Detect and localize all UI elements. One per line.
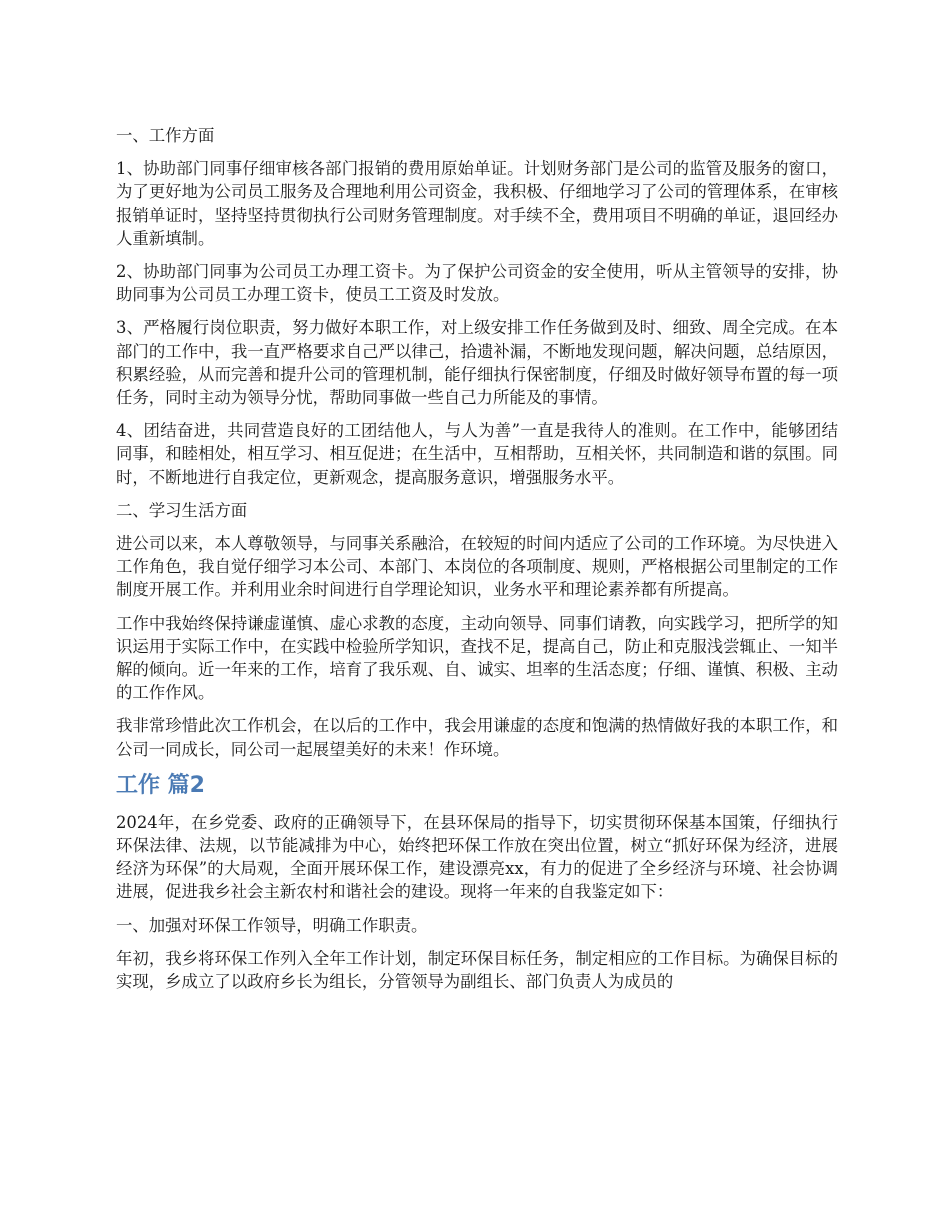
paragraph-study-1: 进公司以来，本人尊敬领导，与同事关系融洽，在较短的时间内适应了公司的工作环境。为尽快进入工作角色，我自觉仔细学习本公司、本部门、本岗位的各项制度、规则，严格根据公司里制定的工作制度开展工作。并利用业余时间进行自学理论知识，业务水平和理论素养都有所提高。	[116, 534, 838, 600]
paragraph-intro: 2024年，在乡党委、政府的正确领导下，在县环保局的指导下，切实贯彻环保基本国策，仔细执行环保法律、法规，以节能减排为中心，始终把环保工作放在突出位置，树立“抓好环保为经济，进展经济为环保”的大局观，全面开展环保工作，建设漂亮xx，有力的促进了全乡经济与环境、社会协调进展，促进我乡社会主新农村和谐社会的建设。现将一年来的自我鉴定如下：	[116, 812, 838, 902]
section-title-study: 二、学习生活方面	[116, 500, 248, 520]
paragraph-study-2: 工作中我始终保持谦虚谨慎、虚心求教的态度，主动向领导、同事们请教，向实践学习，把所学的知识运用于实际工作中，在实践中检验所学知识，查找不足，提高自己，防止和克服浅尝辄止、一知半解的倾向。近一年来的工作，培育了我乐观、自、诚实、坦率的生活态度；仔细、谨慎、积极、主动的工作作风。	[116, 613, 838, 703]
paragraph-work-3: 3、严格履行岗位职责，努力做好本职工作，对上级安排工作任务做到及时、细致、周全完成。在本部门的工作中，我一直严格要求自己严以律己，拾遗补漏，不断地发现问题，解决问题，总结原因，积累经验，从而完善和提升公司的管理机制，能仔细执行保密制度，仔细及时做好领导布置的每一项任务，同时主动为领导分忧，帮助同事做一些自己力所能及的事情。	[116, 318, 838, 408]
item-title-1: 一、加强对环保工作领导，明确工作职责。	[116, 915, 428, 935]
document-page	[116, 124, 838, 1003]
paragraph-study-3: 我非常珍惜此次工作机会，在以后的工作中，我会用谦虚的态度和饱满的热情做好我的本职工作，和公司一同成长，同公司一起展望美好的未来！作环境。	[116, 716, 838, 759]
paragraph-work-2: 2、协助部门同事为公司员工办理工资卡。为了保护公司资金的安全使用，听从主管领导的安排，协助同事为公司员工办理工资卡，使员工工资及时发放。	[116, 262, 838, 305]
item-text-1: 年初，我乡将环保工作列入全年工作计划，制定环保目标任务，制定相应的工作目标。为确保目标的实现，乡成立了以政府乡长为组长，分管领导为副组长、部门负责人为成员的	[116, 948, 838, 992]
section-title-work: 一、工作方面	[116, 126, 215, 145]
heading-part-2: 工作 篇2	[116, 772, 205, 798]
paragraph-work-1: 1、协助部门同事仔细审核各部门报销的费用原始单证。计划财务部门是公司的监管及服务的窗口，为了更好地为公司员工服务及合理地利用公司资金，我积极、仔细地学习了公司的管理体系，在审核报销单证时，坚持坚持贯彻执行公司财务管理制度。对手续不全，费用项目不明确的单证，退回经办人重新填制。	[116, 159, 838, 248]
paragraph-work-4: 4、团结奋进，共同营造良好的工团结他人，与人为善”一直是我待人的准则。在工作中，能够团结同事，和睦相处，相互学习、相互促进；在生活中，互相帮助，互相关怀，共同制造和谐的氛围。同时，不断地进行自我定位，更新观念，提高服务意识，增强服务水平。	[116, 421, 838, 487]
